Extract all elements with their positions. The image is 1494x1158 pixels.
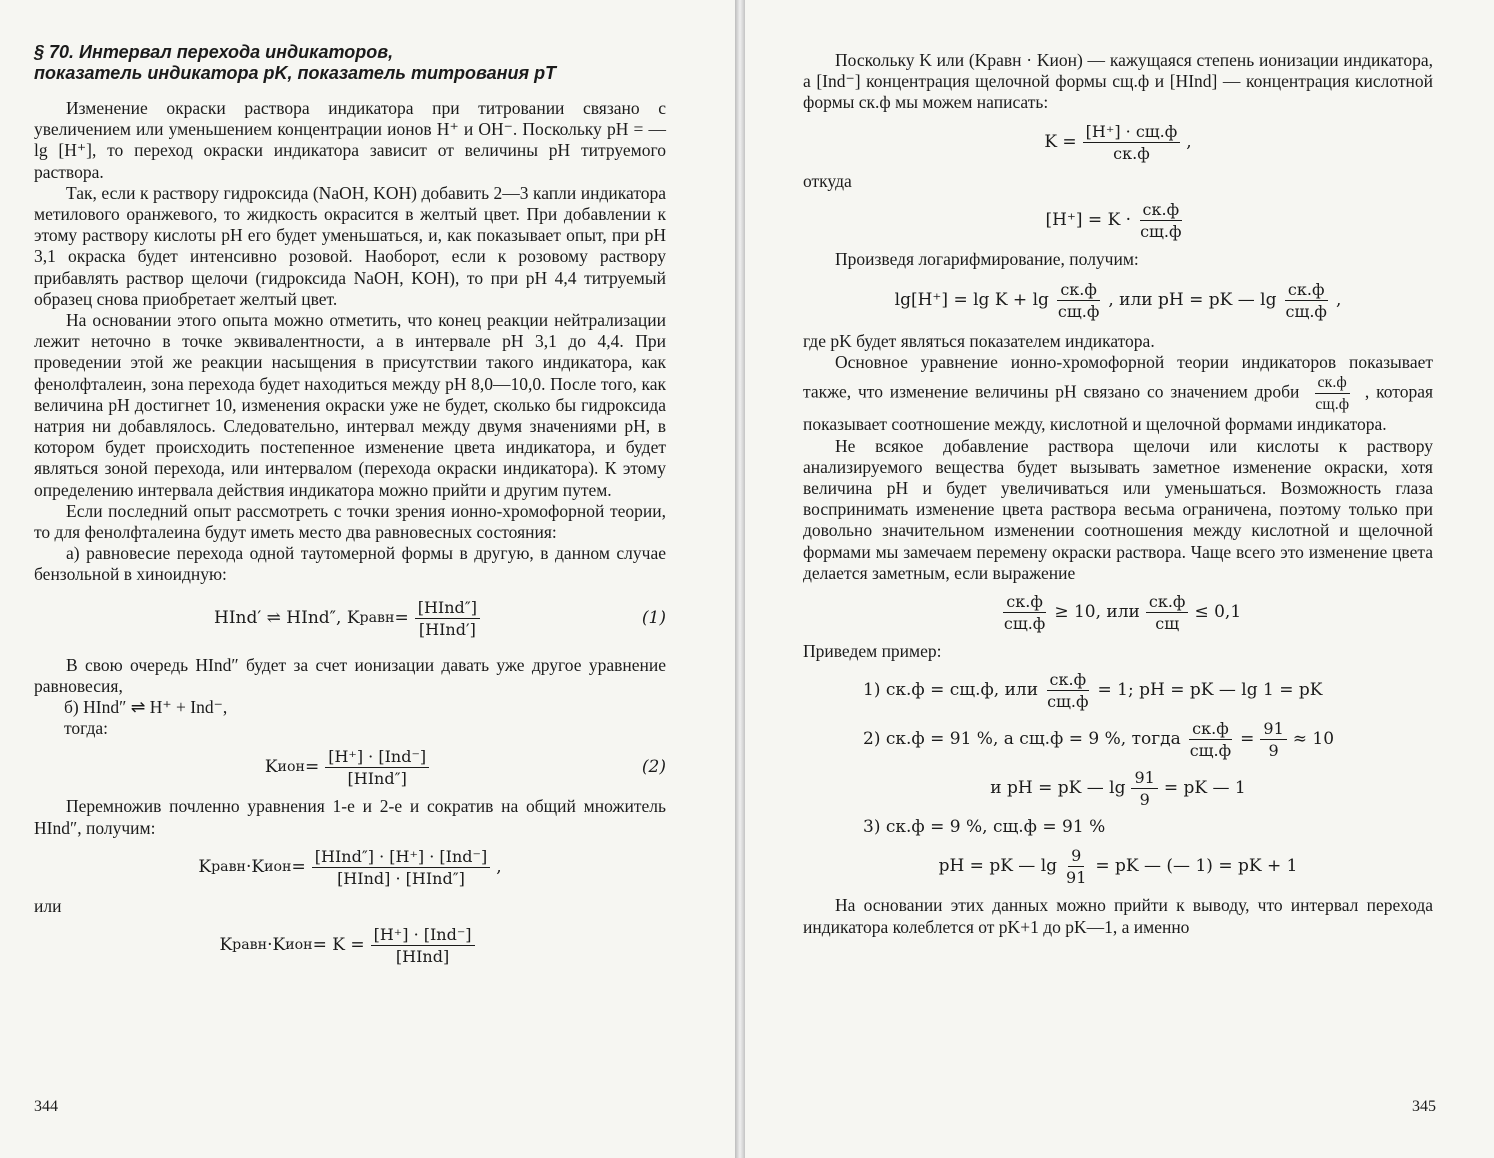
paragraph: Приведем пример: [803,641,942,662]
eq-text: , [1186,131,1192,152]
fraction [371,925,475,966]
paragraph: Поскольку K или (Kравн · Kион) — кажущаяся степень ионизации индикатора, а [Ind⁻] концентрация щелочной формы cщ.ф и [HInd] — концентрация кислотной формы cк.ф мы можем написать: [803,50,1433,113]
eq-text: K = [1044,131,1077,152]
example-2 [863,719,1433,760]
denominator: cщ.ф [1285,302,1327,322]
eq-text: HInd′ ⇌ HInd″, K [214,607,360,628]
numerator: 91 [1260,719,1286,740]
paragraph: Перемножив почленно уравнения 1-е и 2-е и сократив на общий множитель HInd″, получим: [34,796,666,838]
fraction [1282,280,1329,321]
fraction [1131,768,1157,809]
paragraph [803,352,1433,435]
denominator: cщ.ф [1315,396,1350,414]
eq-text: = [304,757,320,778]
denominator: [HInd′] [418,619,476,639]
denominator: cщ.ф [1189,741,1232,761]
denominator: 9 [1268,741,1279,761]
equation-log [803,280,1433,321]
equation-h [803,200,1433,241]
equation-1 [34,598,666,639]
fraction [1260,719,1286,760]
numerator: cк.ф [1189,719,1232,740]
equation-number: (1) [641,607,666,628]
book-gutter [735,0,745,1158]
paragraph: откуда [803,170,852,191]
equation-4 [34,925,666,966]
eq-sub: равн [232,936,268,953]
eq-sub: ион [264,858,292,875]
denominator: [HInd″] [347,769,407,789]
paragraph: б) HInd″ ⇌ H⁺ + Ind⁻, [64,697,228,718]
example-3 [863,817,1433,838]
denominator: cщ [1155,614,1180,634]
paragraph: Изменение окраски раствора индикатора при титровании связано с увеличением или уменьшением концентрации ионов H⁺ и OH⁻. Поскольку pH = — lg [H⁺], то переход окраски индикатора зависит от величины pH титруемого раствора. [34,98,666,182]
eq-sub: ион [285,936,313,953]
left-page [0,0,735,1158]
eq-text: ≥ 10, или [1054,601,1140,622]
eq-text: ≤ 0,1 [1194,601,1242,622]
paragraph: тогда: [64,718,109,739]
numerator: [H⁺] · cщ.ф [1083,122,1181,143]
paragraph: На основании этих данных можно прийти к выводу, что интервал перехода индикатора колеблется от pK+1 до pK—1, а именно [803,895,1433,937]
eq-text: [H⁺] = K · [1045,209,1132,230]
paragraph: где pK будет являться показателем индикатора. [803,331,1155,352]
example-1 [863,670,1433,711]
equation-k [803,122,1433,163]
eq-text: , или pH = pK — lg [1108,289,1277,310]
denominator: cщ.ф [1047,692,1089,712]
eq-text: = 1; pH = pK — lg 1 = pK [1097,680,1323,701]
paragraph-text: Основное уравнение ионно-хромофорной теории индикаторов показывает также, что изменение величины pH связано со значением дроби [803,352,1433,402]
right-column [803,50,1433,938]
fraction [1001,592,1048,633]
numerator: cк.ф [1315,373,1350,394]
eq-text: K [264,757,278,778]
numerator: 9 [1068,846,1084,867]
fraction [1063,846,1089,887]
eq-text: pH = pK — lg [938,856,1058,877]
denominator: cщ.ф [1003,614,1046,634]
eq-sub: равн [359,609,395,626]
numerator: [H⁺] · [Ind⁻] [371,925,475,946]
eq-text: ·K [245,856,265,877]
paragraph: Произведя логарифмирование, получим: [835,248,1139,269]
eq-text: K [198,856,212,877]
paragraph: Так, если к раствору гидроксида (NaOH, KOH) добавить 2—3 капли индикатора метилового оранжевого, то жидкость окрасится в желтый цвет. При добавлении к этому раствору кислоты pH его будет уменьшаться, и, как показывает опыт, при pH 3,1 окраска будет интенсивно розовой. Наоборот, если к розовому раствору прибавлять раствор щелочи (гидроксида NaOH, KOH), то при pH 4,4 титруемый образец снова приобретает желтый цвет. [34,182,666,309]
left-column [34,42,666,974]
eq-sub: равн [211,858,246,875]
numerator: cк.ф [1003,592,1046,613]
equation-number: (2) [641,757,666,778]
fraction [1146,592,1189,633]
denominator: [HInd] [395,947,450,967]
denominator: 9 [1139,790,1150,810]
numerator: cк.ф [1146,592,1189,613]
fraction [1044,670,1091,711]
paragraph: а) равновесие перехода одной таутомерной формы в другую, в данном случае бензольной в хиноидную: [34,543,666,585]
equation-3 [34,847,666,888]
paragraph: или [34,895,62,916]
denominator: [HInd] · [HInd″] [337,868,465,888]
eq-text: K [219,934,233,955]
eq-sub: ион [277,759,305,776]
example-2b [803,768,1433,809]
numerator: cк.ф [1057,280,1100,301]
paragraph-text: , которая показывает соотношение между, кислотной и щелочной формами индикатора. [803,381,1434,435]
paragraph: Не всякое добавление раствора щелочи или кислоты к раствору анализируемого вещества будет вызывать заметное изменение окраски, хотя величина pH и будет увеличиваться или уменьшаться. Возможность глаза воспринимать изменение цвета раствора весьма ограничена, поэтому только при довольно значительном изменении соотношения между кислотной и щелочной формами мы замечаем перемену окраски раствора. Чаще всего это изменение цвета делается заметным, если выражение [803,435,1433,583]
denominator: 91 [1066,868,1087,888]
eq-text: 2) cк.ф = 91 %, а cщ.ф = 9 %, тогда [863,729,1181,750]
numerator: cк.ф [1047,670,1090,691]
eq-text: lg[H⁺] = lg K + lg [894,289,1049,310]
eq-text: = K = [312,934,365,955]
numerator: [HInd″] [415,598,480,619]
denominator: cщ.ф [1057,302,1100,322]
right-page [745,0,1494,1158]
paragraph: Если последний опыт рассмотреть с точки зрения ионно-хромофорной теории, то для фенолфталеина будут иметь место два равновесных состояния: [34,500,666,543]
equation-condition [803,592,1433,633]
eq-text: и pH = pK — lg [990,778,1126,799]
paragraph: В свою очередь HInd″ будет за счет ионизации давать уже другое уравнение равновесия, [34,654,666,696]
eq-text: = pK — 1 [1163,778,1246,799]
denominator: cщ.ф [1140,221,1182,241]
eq-text: = [394,607,409,628]
eq-text: 3) cк.ф = 9 %, cщ.ф = 91 % [863,817,1106,838]
equation-2 [34,747,666,788]
eq-text: = [291,856,306,877]
numerator: [HInd″] · [H⁺] · [Ind⁻] [312,847,490,868]
paragraph: На основании этого опыта можно отметить, что конец реакции нейтрализации лежит неточно в точке эквивалентности, а в интервале pH 3,1 до 4,4. При проведении этой же реакции насыщения в присутствии такого индикатора, как фенолфталеин, зона перехода будет находиться между pH 8,0—10,0. После того, как величина pH достигнет 10, изменения окраски уже не будет, сколько бы гидроксида натрия ни добавлялось. Следовательно, интервал между двумя значениями pH, в котором будет происходить постепенное изменение цвета индикатора, и будет являться зоной перехода, или интервалом (перехода окраски индикатора). К этому определению интервала действия индикатора можно прийти и другим путем. [34,310,666,500]
eq-text: ≈ 10 [1292,729,1335,750]
fraction [1312,373,1352,414]
page-number: 344 [34,1098,58,1115]
numerator: [H⁺] · [Ind⁻] [325,747,429,768]
fraction [1187,719,1234,760]
fraction [1055,280,1102,321]
eq-text: , [1335,289,1342,310]
eq-text: = [1240,729,1255,750]
page-number: 345 [1412,1098,1436,1115]
denominator: cк.ф [1113,143,1150,163]
fraction [325,747,429,788]
numerator: cк.ф [1140,200,1183,221]
fraction [1083,122,1181,163]
numerator: 91 [1131,768,1157,789]
eq-text: , [496,856,502,877]
numerator: cк.ф [1285,280,1328,301]
fraction [1137,200,1184,241]
fraction [312,847,490,888]
eq-text: 1) cк.ф = cщ.ф, или [863,680,1039,701]
example-3b [803,846,1433,887]
eq-text: = pK — (— 1) = pK + 1 [1095,856,1298,877]
fraction [415,598,480,639]
eq-text: ·K [267,934,286,955]
section-heading: § 70. Интервал перехода индикаторов, показатель индикатора pK, показатель титрования pT [34,42,557,83]
